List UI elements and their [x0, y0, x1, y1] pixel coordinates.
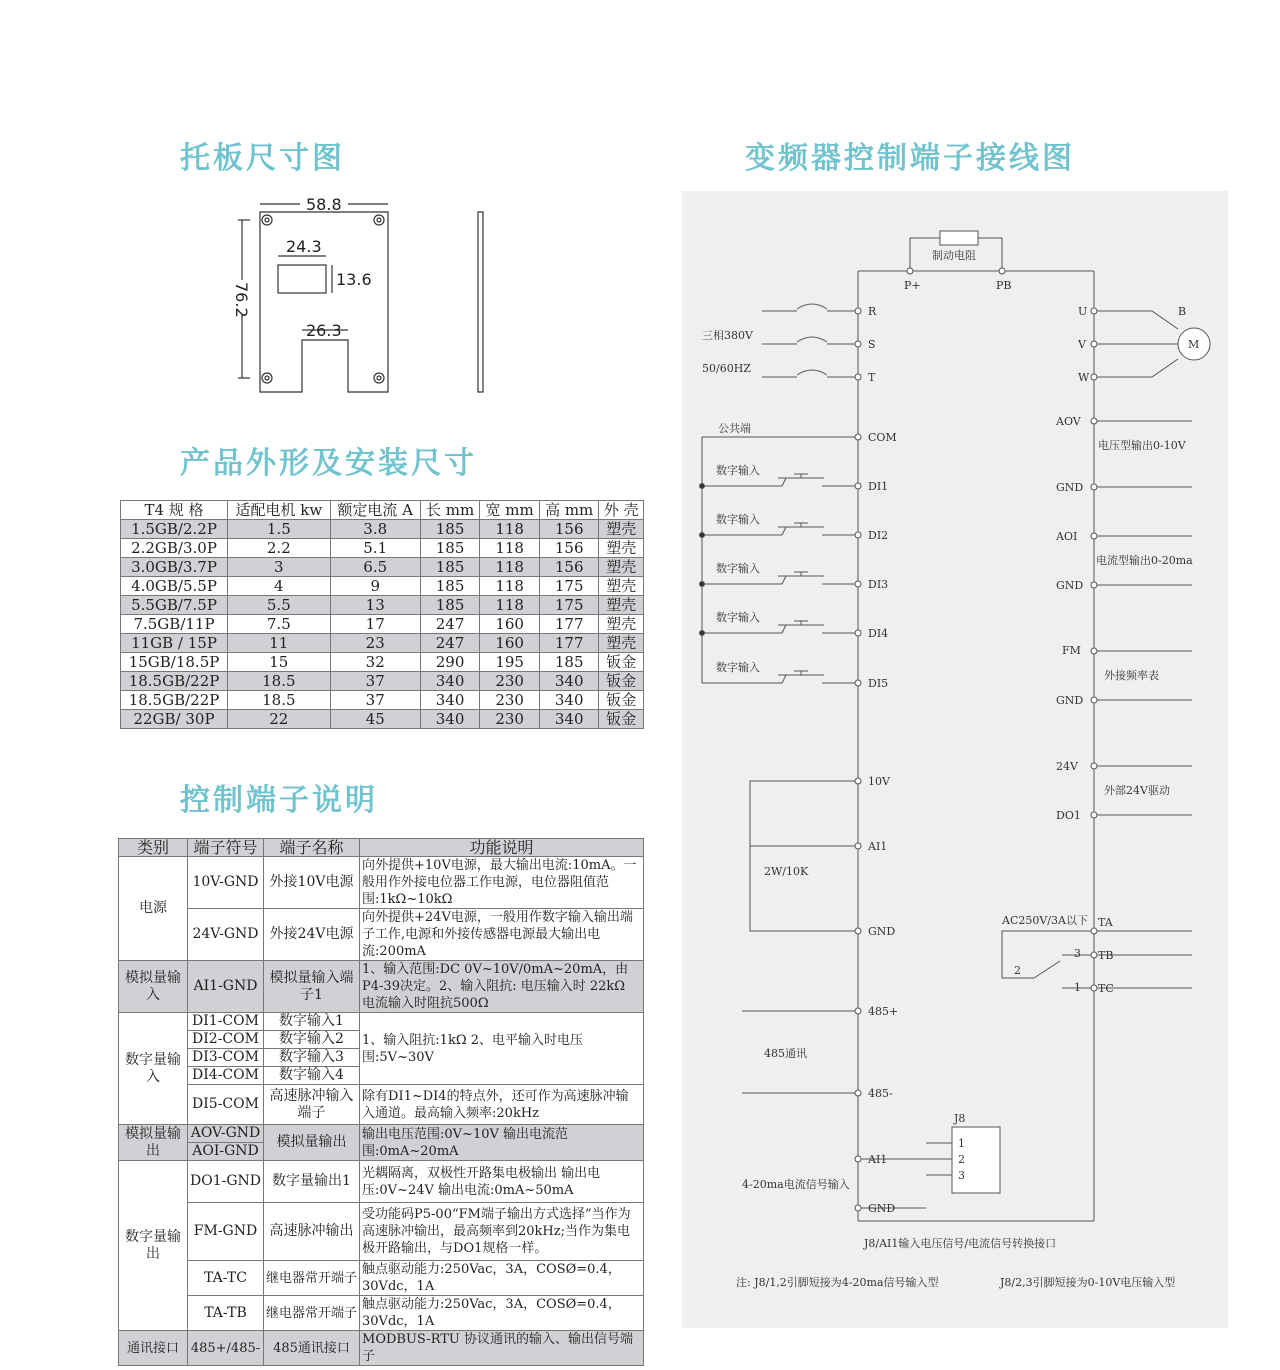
aov-note: 电压型输出0-10V	[1098, 439, 1186, 452]
pot-label: 2W/10K	[764, 865, 809, 878]
spec-cell: 钣金	[599, 710, 644, 729]
spec-cell: 230	[480, 710, 540, 729]
pplus-label: P+	[904, 279, 921, 292]
ctrl-header	[119, 839, 644, 857]
spec-cell: 340	[539, 691, 599, 710]
spec-cell: 247	[420, 615, 480, 634]
spec-row	[121, 691, 644, 710]
spec-cell: 22	[228, 710, 331, 729]
spec-cell: 185	[420, 558, 480, 577]
relay-n3: 3	[1074, 947, 1081, 960]
spec-row	[121, 710, 644, 729]
plate-window-h: 13.6	[336, 270, 372, 289]
gnd1-label: GND	[1056, 481, 1084, 494]
spec-cell: 340	[539, 710, 599, 729]
spec-cell: 185	[420, 539, 480, 558]
gnd4-label: GND	[868, 925, 896, 938]
terminals-title: 控制端子说明	[180, 783, 378, 818]
spec-cell: 3.0GB/3.7P	[121, 558, 228, 577]
spec-cell: 2.2GB/3.0P	[121, 539, 228, 558]
sym-di5: DI5-COM	[188, 1085, 264, 1125]
sym-fm: FM-GND	[188, 1203, 264, 1261]
common-label: 公共端	[718, 422, 751, 435]
spec-cell: 钣金	[599, 691, 644, 710]
name-di1: 数字输入1	[264, 1013, 360, 1031]
spec-cell: 1.5	[228, 520, 331, 539]
sym-di1: DI1-COM	[188, 1013, 264, 1031]
sym-10v: 10V-GND	[188, 857, 264, 909]
spec-cell: 340	[420, 672, 480, 691]
bus-junction	[700, 582, 705, 587]
three-phase-label: 三相380V	[702, 329, 753, 342]
spec-cell: 长 mm	[420, 501, 480, 520]
foot-note-1: 注: J8/1,2引脚短接为4-20ma信号输入型	[736, 1276, 939, 1289]
desc-485: MODBUS-RTU 协议通讯的输入、输出信号端子	[360, 1331, 644, 1366]
v-label: V	[1078, 338, 1086, 351]
gnd3-label: GND	[1056, 694, 1084, 707]
spec-cell: 23	[330, 634, 420, 653]
name-ta-tc: 继电器常开端子	[264, 1261, 360, 1296]
motor-label: M	[1188, 338, 1200, 351]
plate-width: 58.8	[306, 195, 342, 214]
relay-n2: 2	[1014, 964, 1021, 977]
j8-pin3: 3	[958, 1169, 965, 1182]
di4-label: DI4	[868, 627, 889, 640]
aoi-label: AOI	[1056, 530, 1078, 543]
sym-do1: DO1-GND	[188, 1161, 264, 1203]
spec-cell: 塑壳	[599, 577, 644, 596]
t-label: T	[868, 371, 876, 384]
sym-di3: DI3-COM	[188, 1049, 264, 1067]
spec-cell: 18.5	[228, 672, 331, 691]
desc-10v: 向外提供+10V电源，最大输出电流:10mA。一般用作外接电位器工作电源，电位器阻值范围:1kΩ~10kΩ	[360, 857, 644, 909]
spec-row	[121, 615, 644, 634]
ctrl-h-desc: 功能说明	[360, 839, 644, 857]
j8-note: J8/AI1输入电压信号/电流信号转换接口	[864, 1237, 1057, 1250]
spec-row	[121, 672, 644, 691]
sym-aov: AOV-GND	[188, 1125, 264, 1143]
spec-cell: 1.5GB/2.2P	[121, 520, 228, 539]
sym-ai1: AI1-GND	[188, 961, 264, 1013]
sym-ta-tc: TA-TC	[188, 1261, 264, 1296]
r485-label: 485通讯	[764, 1047, 807, 1060]
v10-label: 10V	[868, 775, 890, 788]
di-terminal	[855, 680, 861, 686]
relay-note: AC250V/3A以下	[1002, 914, 1088, 927]
din-label: 数字输入	[716, 611, 760, 624]
spec-row	[121, 653, 644, 672]
desc-di: 1、输入阻抗:1kΩ 2、电平输入时电压围:5V~30V	[360, 1013, 644, 1085]
spec-cell: 175	[539, 577, 599, 596]
bus-junction	[700, 484, 705, 489]
spec-cell: 37	[330, 672, 420, 691]
spec-cell: 118	[480, 596, 540, 615]
di2-label: DI2	[868, 529, 889, 542]
tb-label: TB	[1098, 949, 1114, 962]
spec-cell: 塑壳	[599, 596, 644, 615]
spec-cell: 17	[330, 615, 420, 634]
spec-cell: 3	[228, 558, 331, 577]
fm-label: FM	[1062, 644, 1081, 657]
ai1b-label: AI1	[868, 1153, 888, 1166]
s-label: S	[868, 338, 876, 351]
di5-label: DI5	[868, 677, 889, 690]
ctrl-table	[118, 838, 644, 1366]
spec-cell: 195	[480, 653, 540, 672]
gnd2-label: GND	[1056, 579, 1084, 592]
ctrl-h-cat: 类别	[119, 839, 188, 857]
spec-row	[121, 539, 644, 558]
pb-label: PB	[996, 279, 1012, 292]
spec-cell: 7.5GB/11P	[121, 615, 228, 634]
plate-slot: 26.3	[306, 321, 342, 340]
spec-cell: 160	[480, 634, 540, 653]
spec-cell: 13	[330, 596, 420, 615]
name-di5: 高速脉冲输入端子	[264, 1085, 360, 1125]
spec-row	[121, 596, 644, 615]
ta-label: TA	[1098, 916, 1113, 929]
spec-row	[121, 634, 644, 653]
spec-cell: 290	[420, 653, 480, 672]
spec-cell: 118	[480, 539, 540, 558]
plate-title: 托板尺寸图	[180, 141, 345, 176]
spec-cell: 钣金	[599, 653, 644, 672]
di-terminal	[855, 483, 861, 489]
freq-label: 50/60HZ	[702, 362, 751, 375]
spec-cell: 185	[539, 653, 599, 672]
spec-cell: 156	[539, 520, 599, 539]
spec-cell: 247	[420, 634, 480, 653]
spec-cell: 适配电机 kw	[228, 501, 331, 520]
spec-cell: 177	[539, 615, 599, 634]
spec-cell: 塑壳	[599, 539, 644, 558]
desc-di5: 除有DI1~DI4的特点外，还可作为高速脉冲输入通道。最高输入频率:20kHz	[360, 1085, 644, 1125]
spec-cell: 6.5	[330, 558, 420, 577]
spec-cell: 额定电流 A	[330, 501, 420, 520]
spec-row	[121, 577, 644, 596]
cat-power: 电源	[119, 857, 188, 961]
wiring-diagram	[682, 191, 1228, 1328]
cat-do: 数字量输出	[119, 1161, 188, 1331]
spec-cell: T4 规 格	[121, 501, 228, 520]
di3-label: DI3	[868, 578, 889, 591]
spec-cell: 32	[330, 653, 420, 672]
desc-do1: 光耦隔离，双极性开路集电极输出 输出电压:0V~24V 输出电流:0mA~50mA	[360, 1161, 644, 1203]
desc-ta-tc: 触点驱动能力:250Vac，3A，COSØ=0.4，30Vdc，1A	[360, 1261, 644, 1296]
cat-ao: 模拟量输出	[119, 1125, 188, 1161]
din-label: 数字输入	[716, 464, 760, 477]
spec-cell: 177	[539, 634, 599, 653]
spec-cell: 156	[539, 539, 599, 558]
spec-cell: 外 壳	[599, 501, 644, 520]
relay-n1: 1	[1074, 981, 1081, 994]
din-label: 数字输入	[716, 513, 760, 526]
sym-24v: 24V-GND	[188, 909, 264, 961]
name-485: 485通讯接口	[264, 1331, 360, 1366]
spec-cell: 18.5GB/22P	[121, 672, 228, 691]
desc-ao: 输出电压范围:0V~10V 输出电流范围:0mA~20mA	[360, 1125, 644, 1161]
spec-cell: 185	[420, 520, 480, 539]
spec-cell: 11	[228, 634, 331, 653]
do1-label: DO1	[1056, 809, 1081, 822]
aov-label: AOV	[1056, 415, 1081, 428]
j8-pin2: 2	[958, 1153, 965, 1166]
spec-cell: 11GB / 15P	[121, 634, 228, 653]
name-ai1: 模拟量输入端子1	[264, 961, 360, 1013]
di-terminal	[855, 581, 861, 587]
spec-header	[121, 501, 644, 520]
spec-cell: 185	[420, 596, 480, 615]
din-label: 数字输入	[716, 562, 760, 575]
din-label: 数字输入	[716, 661, 760, 674]
name-di4: 数字输入4	[264, 1067, 360, 1085]
sym-485: 485+/485-	[188, 1331, 264, 1366]
r485m-label: 485-	[868, 1087, 893, 1100]
v24-note: 外部24V驱动	[1104, 784, 1170, 797]
r485p-label: 485+	[868, 1005, 899, 1018]
spec-row	[121, 558, 644, 577]
spec-cell: 340	[420, 710, 480, 729]
wiring-title: 变频器控制端子接线图	[745, 141, 1075, 176]
spec-cell: 15	[228, 653, 331, 672]
spec-cell: 118	[480, 577, 540, 596]
spec-cell: 15GB/18.5P	[121, 653, 228, 672]
spec-cell: 230	[480, 672, 540, 691]
spec-cell: 5.5	[228, 596, 331, 615]
name-10v: 外接10V电源	[264, 857, 360, 909]
cat-di: 数字量输入	[119, 1013, 188, 1125]
brake-label: 制动电阻	[932, 249, 976, 262]
desc-ta-tb: 触点驱动能力:250Vac，3A，COSØ=0.4，30Vdc，1A	[360, 1296, 644, 1331]
spec-cell: 5.5GB/7.5P	[121, 596, 228, 615]
ai1-label: AI1	[868, 840, 888, 853]
cat-comm: 通讯接口	[119, 1331, 188, 1366]
spec-cell: 118	[480, 520, 540, 539]
spec-cell: 塑壳	[599, 520, 644, 539]
r-label: R	[868, 305, 877, 318]
name-24v: 外接24V电源	[264, 909, 360, 961]
spec-cell: 7.5	[228, 615, 331, 634]
desc-fm: 受功能码P5-00“FM端子输出方式选择”当作为高速脉冲输出，最高频率到20kHz;当作为集电极开路输出，与DO1规格一样。	[360, 1203, 644, 1261]
name-di2: 数字输入2	[264, 1031, 360, 1049]
dims-title: 产品外形及安装尺寸	[180, 446, 477, 481]
spec-row	[121, 520, 644, 539]
j8-pin1: 1	[958, 1137, 965, 1150]
spec-cell: 118	[480, 558, 540, 577]
desc-ai1: 1、输入范围:DC 0V~10V/0mA~20mA，由P4-39决定。2、输入阻抗: 电压输入时 22kΩ 电流输入时阻抗500Ω	[360, 961, 644, 1013]
spec-cell: 2.2	[228, 539, 331, 558]
di-terminal	[855, 532, 861, 538]
j8-label: J8	[954, 1112, 966, 1125]
v24-label: 24V	[1056, 760, 1078, 773]
spec-cell: 4	[228, 577, 331, 596]
di1-label: DI1	[868, 480, 889, 493]
spec-cell: 230	[480, 691, 540, 710]
ma-input-label: 4-20ma电流信号输入	[742, 1178, 850, 1191]
name-fm: 高速脉冲输出	[264, 1203, 360, 1261]
ctrl-h-name: 端子名称	[264, 839, 360, 857]
fm-note: 外接频率表	[1104, 669, 1159, 682]
spec-cell: 塑壳	[599, 634, 644, 653]
spec-cell: 钣金	[599, 672, 644, 691]
spec-cell: 3.8	[330, 520, 420, 539]
spec-cell: 37	[330, 691, 420, 710]
cat-ai: 模拟量输入	[119, 961, 188, 1013]
name-ao: 模拟量输出	[264, 1125, 360, 1161]
plate-drawing	[220, 190, 500, 410]
foot-note-2: J8/2,3引脚短接为0-10V电压输入型	[1000, 1276, 1176, 1289]
spec-cell: 18.5GB/22P	[121, 691, 228, 710]
spec-cell: 185	[420, 577, 480, 596]
sym-di2: DI2-COM	[188, 1031, 264, 1049]
spec-cell: 塑壳	[599, 615, 644, 634]
name-ta-tb: 继电器常开端子	[264, 1296, 360, 1331]
motor-b-label: B	[1178, 305, 1187, 318]
spec-cell: 塑壳	[599, 558, 644, 577]
gnd5-label: GND	[868, 1202, 896, 1215]
spec-cell: 45	[330, 710, 420, 729]
tc-label: TC	[1098, 982, 1114, 995]
spec-cell: 340	[420, 691, 480, 710]
spec-cell: 5.1	[330, 539, 420, 558]
com-label: COM	[868, 431, 897, 444]
desc-24v: 向外提供+24V电源，一般用作数字输入输出端子工作,电源和外接传感器电源最大输出电流:200mA	[360, 909, 644, 961]
spec-cell: 22GB/ 30P	[121, 710, 228, 729]
spec-cell: 340	[539, 672, 599, 691]
bus-junction	[700, 533, 705, 538]
spec-cell: 160	[480, 615, 540, 634]
w-label: W	[1078, 371, 1090, 384]
name-di3: 数字输入3	[264, 1049, 360, 1067]
spec-cell: 宽 mm	[480, 501, 540, 520]
spec-cell: 156	[539, 558, 599, 577]
spec-cell: 高 mm	[539, 501, 599, 520]
spec-cell: 18.5	[228, 691, 331, 710]
sym-ta-tb: TA-TB	[188, 1296, 264, 1331]
spec-table	[120, 500, 644, 729]
name-do1: 数字量输出1	[264, 1161, 360, 1203]
ctrl-h-sym: 端子符号	[188, 839, 264, 857]
spec-cell: 175	[539, 596, 599, 615]
aoi-note: 电流型输出0-20ma	[1096, 554, 1193, 567]
sym-aoi: AOI-GND	[188, 1143, 264, 1161]
spec-cell: 9	[330, 577, 420, 596]
plate-height: 76.2	[232, 282, 251, 318]
bus-junction	[700, 631, 705, 636]
u-label: U	[1078, 305, 1088, 318]
spec-cell: 4.0GB/5.5P	[121, 577, 228, 596]
plate-window-w: 24.3	[286, 237, 322, 256]
sym-di4: DI4-COM	[188, 1067, 264, 1085]
di-terminal	[855, 630, 861, 636]
